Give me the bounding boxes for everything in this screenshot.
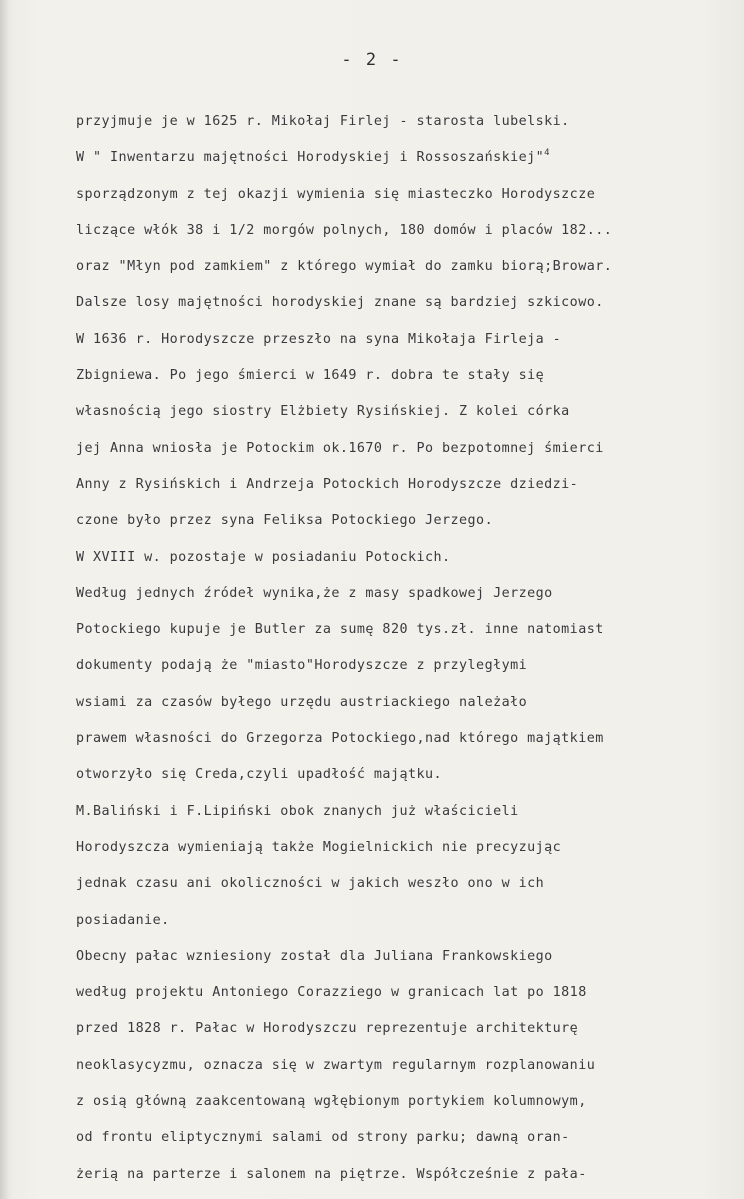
text-line-content: prawem własności do Grzegorza Potockiego,nad którego majątkiem	[76, 731, 604, 747]
text-line-content: Potockiego kupuje je Butler za sumę 820 tys.zł. inne natomiast	[76, 622, 604, 638]
text-line	[76, 104, 736, 140]
text-line	[76, 285, 736, 321]
text-line-content: przyjmuje je w 1625 r. Mikołaj Firlej - starosta lubelski.	[76, 114, 570, 129]
text-line-content: oraz "Młyn pod zamkiem" z którego wymiał do zamku biorą;Browar.	[76, 259, 613, 275]
text-line	[76, 394, 736, 430]
footnote-marker: 4	[544, 148, 551, 159]
text-line	[76, 322, 736, 358]
text-line-content: wsiami za czasów byłego urzędu austriackiego należało	[76, 694, 528, 710]
text-line	[76, 576, 736, 612]
text-line-content: W 1636 r. Horodyszcze przeszło na syna Mikołaja Firleja -	[76, 331, 562, 347]
text-line	[76, 503, 736, 539]
text-line	[76, 1084, 736, 1120]
text-line-content: M.Baliński i F.Lipiński obok znanych już właścicieli	[76, 803, 519, 819]
text-line	[76, 1120, 736, 1156]
text-line	[76, 939, 736, 975]
text-line	[76, 467, 736, 503]
text-line-content: własnością jego siostry Elżbiety Rysińskiej. Z kolei córka	[76, 404, 570, 420]
text-line-content: neoklasycyzmu, oznacza się w zwartym regularnym rozplanowaniu	[76, 1057, 596, 1073]
text-line-content: W XVIII w. pozostaje w posiadaniu Potockich.	[76, 549, 451, 565]
text-line	[76, 140, 736, 176]
text-line	[76, 648, 736, 684]
text-line	[76, 1157, 736, 1193]
text-line	[76, 177, 736, 213]
text-line	[76, 612, 736, 648]
text-line	[76, 830, 736, 866]
text-line-content: żerią na parterze i salonem na piętrze. Współcześnie z pała-	[76, 1166, 587, 1182]
text-line-content: liczące włók 38 i 1/2 morgów polnych, 180 domów i placów 182...	[76, 222, 613, 238]
text-line-content: jej Anna wniosła je Potockim ok.1670 r. Po bezpotomnej śmierci	[76, 440, 604, 456]
text-line	[76, 721, 736, 757]
text-line-content: jednak czasu ani okoliczności w jakich weszło ono w ich	[76, 876, 545, 892]
text-line-content: Dalsze losy majętności horodyskiej znane są bardziej szkicowo.	[76, 295, 604, 311]
text-line-content: od frontu eliptycznymi salami od strony parku; dawną oran-	[76, 1130, 570, 1146]
text-line-content: dokumenty podają że "miasto"Horodyszcze z przyległymi	[76, 658, 528, 674]
text-line-content: sporządzonym z tej okazji wymienia się miasteczko Horodyszcze	[76, 186, 596, 202]
text-line-content: Obecny pałac wzniesiony został dla Juliana Frankowskiego	[76, 948, 553, 964]
text-line	[76, 685, 736, 721]
text-line	[76, 757, 736, 793]
text-line-content: Zbigniewa. Po jego śmierci w 1649 r. dobra te stały się	[76, 368, 545, 384]
text-line-content: W " Inwentarzu majętności Horodyskiej i Rossoszańskiej"	[76, 150, 545, 166]
text-line	[76, 1011, 736, 1047]
text-line	[76, 1048, 736, 1084]
text-line-content: posiadanie.	[76, 912, 170, 928]
text-line	[76, 358, 736, 394]
page-number: - 2 -	[341, 50, 403, 70]
text-line	[76, 903, 736, 939]
text-line-content: z osią główną zaakcentowaną wgłębionym portykiem kolumnowym,	[76, 1094, 587, 1110]
text-line	[76, 540, 736, 576]
page-left-edge	[0, 0, 10, 1199]
text-line	[76, 975, 736, 1011]
text-line	[76, 249, 736, 285]
text-line	[76, 866, 736, 902]
text-line-content: Horodyszcza wymieniają także Mogielnickich nie precyzując	[76, 839, 562, 855]
text-line	[76, 794, 736, 830]
text-line-content: otworzyło się Creda,czyli upadłość majątku.	[76, 767, 443, 783]
text-line	[76, 431, 736, 467]
text-line-content: czone było przez syna Feliksa Potockiego Jerzego.	[76, 513, 494, 529]
text-line	[76, 213, 736, 249]
text-line-content: Anny z Rysińskich i Andrzeja Potockich Horodyszcze dziedzi-	[76, 476, 579, 492]
typewritten-text	[76, 104, 736, 1193]
text-line-content: Według jednych źródeł wynika,że z masy spadkowej Jerzego	[76, 585, 553, 601]
text-line-content: według projektu Antoniego Corazziego w granicach lat po 1818	[76, 985, 587, 1001]
text-line-content: przed 1828 r. Pałac w Horodyszczu reprezentuje architekturę	[76, 1021, 579, 1037]
